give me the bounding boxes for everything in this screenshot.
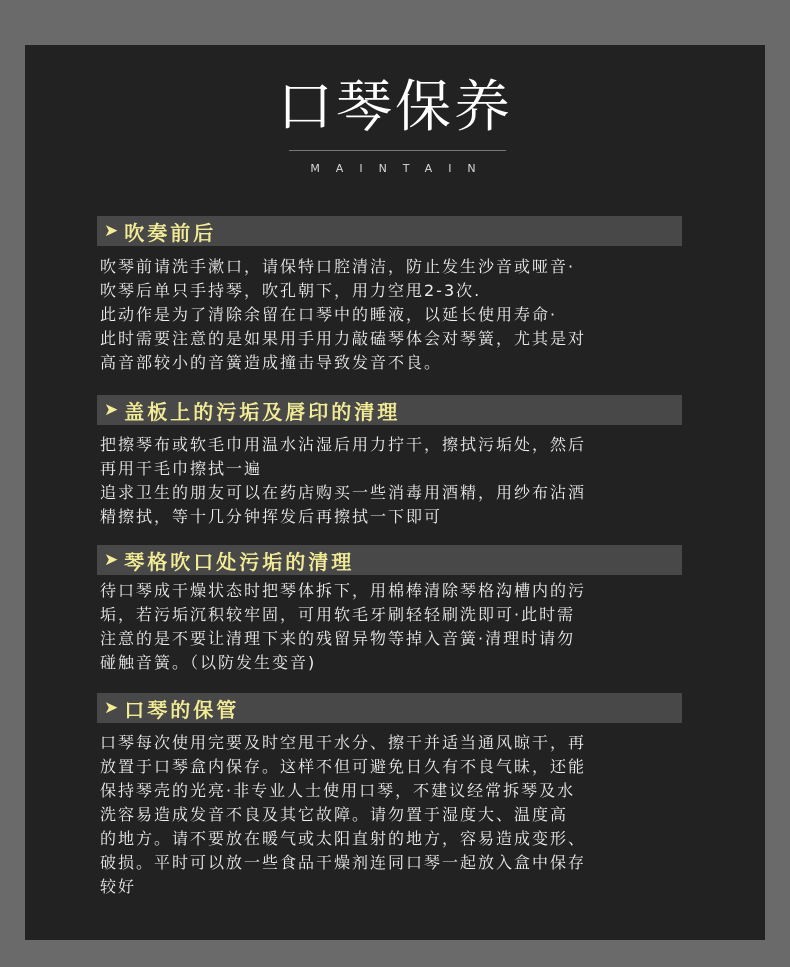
body-line: 放置于口琴盒内保存。这样不但可避免日久有不良气昧，还能 <box>100 757 587 776</box>
body-line: 破损。平时可以放一些食品干燥剂连同口琴一起放入盒中保存 <box>100 853 587 872</box>
body-line: 洗容易造成发音不良及其它故障。请勿置于湿度大、温度高 <box>100 805 569 824</box>
body-line: 垢，若污垢沉积较牢固，可用软毛牙刷轻轻刷洗即可·此时需 <box>100 605 576 624</box>
section-body-before-after-playing <box>100 255 700 375</box>
section-heading-text: 口琴的保管 <box>124 697 240 722</box>
body-line: 此动作是为了清除余留在口琴中的睡液，以延长使用寿命· <box>100 305 558 324</box>
section-heading-text: 盖板上的污垢及唇印的清理 <box>124 399 401 424</box>
arrow-right-icon: ➤ <box>104 550 119 570</box>
body-line: 注意的是不要让清理下来的残留异物等掉入音簧·清理时请勿 <box>100 629 576 648</box>
section-body-cover-cleaning <box>100 433 700 529</box>
section-heading-storage <box>97 693 682 723</box>
body-line: 碰触音簧。（以防发生变音) <box>100 653 317 672</box>
arrow-right-icon: ➤ <box>104 400 119 420</box>
body-line: 待口琴成干燥状态时把琴体拆下，用棉棒清除琴格沟槽内的污 <box>100 581 587 600</box>
section-heading-before-after-playing <box>97 216 682 246</box>
body-line: 较好 <box>100 877 137 896</box>
body-line: 口琴每次使用完要及时空甩干水分、擦干并适当通风晾干，再 <box>100 733 587 752</box>
title-divider <box>289 150 506 151</box>
body-line: 再用干毛巾擦拭一遍 <box>100 459 263 478</box>
section-body-comb-cleaning <box>100 579 700 675</box>
body-line: 此时需要注意的是如果用手用力敲磕琴体会对琴簧，尤其是对 <box>100 329 587 348</box>
arrow-right-icon: ➤ <box>104 221 119 241</box>
body-line: 吹琴后单只手持琴，吹孔朝下，用力空甩2-3次. <box>100 281 482 300</box>
body-line: 吹琴前请洗手漱口，请保特口腔清洁，防止发生沙音或哑音· <box>100 257 576 276</box>
section-heading-cover-cleaning <box>97 395 682 425</box>
arrow-right-icon: ➤ <box>104 698 119 718</box>
body-line: 保持琴壳的光亮·非专业人士使用口琴，不建议经常拆琴及水 <box>100 781 576 800</box>
body-line: 高音部较小的音簧造成撞击导致发音不良。 <box>100 353 443 372</box>
section-heading-text: 琴格吹口处污垢的清理 <box>124 549 355 574</box>
body-line: 精擦拭，等十几分钟挥发后再擦拭一下即可 <box>100 507 443 526</box>
body-line: 把擦琴布或软毛巾用温水沾湿后用力拧干，擦拭污垢处，然后 <box>100 435 587 454</box>
page-subtitle: MAINTAIN <box>310 162 492 175</box>
section-body-storage <box>100 731 700 899</box>
section-heading-comb-cleaning <box>97 545 682 575</box>
section-heading-text: 吹奏前后 <box>124 220 217 245</box>
body-line: 追求卫生的朋友可以在药店购买一些消毒用酒精，用纱布沾酒 <box>100 483 587 502</box>
page-title: 口琴保养 <box>277 75 513 140</box>
body-line: 的地方。请不要放在暖气或太阳直射的地方，容易造成变形、 <box>100 829 587 848</box>
